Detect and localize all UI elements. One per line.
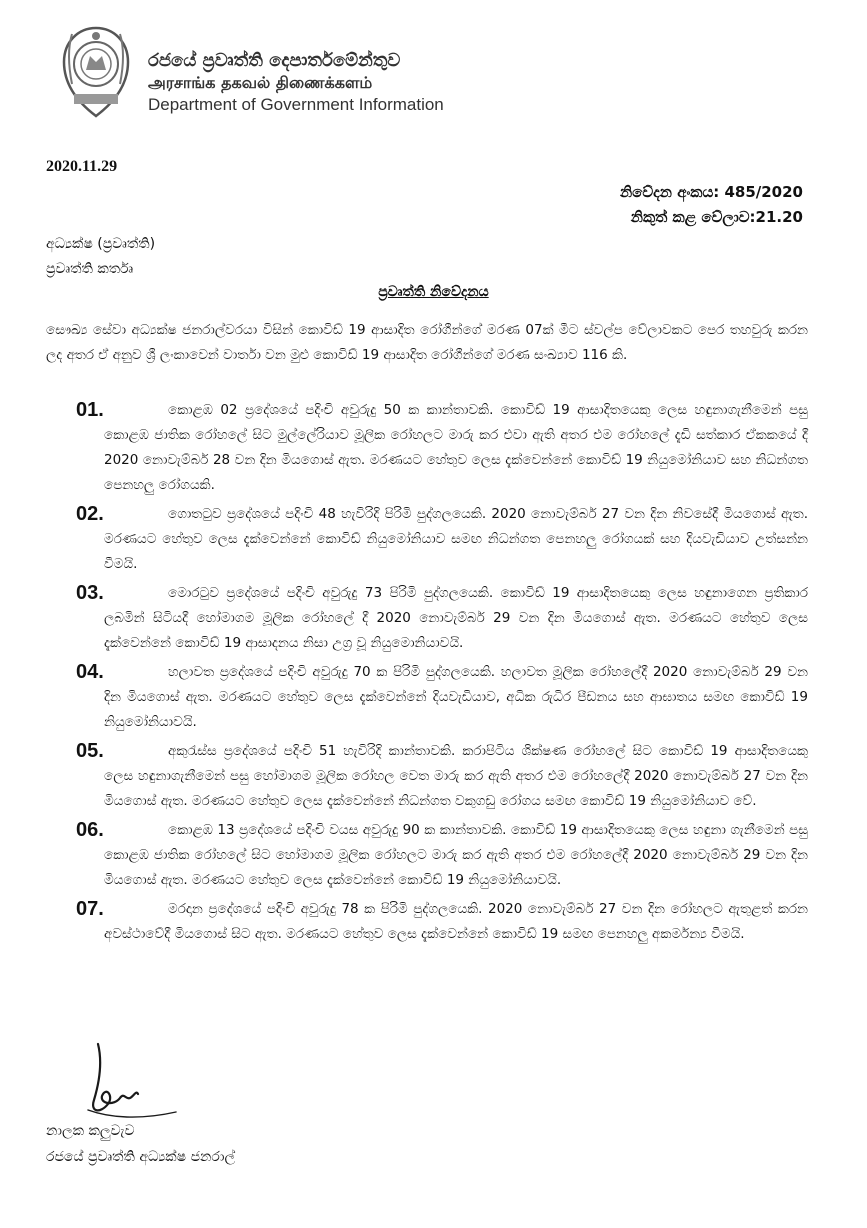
list-item — [46, 581, 808, 656]
release-title: ප්‍රවෘත්ති නිවේදනය — [378, 284, 489, 300]
department-letterhead — [148, 50, 444, 116]
list-item — [46, 660, 808, 735]
item-text: ගොතටුව ප්‍රදේශයේ පදිංචි 48 හැවිරිදි පිරිමි පුද්ගලයෙකි. 2020 නොවැම්බර් 27 වන දින නිවසේදී මියගොස් ඇත. මරණයට හේතුව ලෙස දැක්වෙන්නේ කොවිඩ් නියුමෝනියාව සමඟ නිධන්ගත පෙනහලු රෝගයක් සහ දියවැඩියාව උත්සන්න වීමයි. — [104, 506, 808, 572]
release-meta — [620, 180, 803, 230]
signer-block — [46, 1118, 235, 1170]
release-number: නිවේදන අංකය: 485/2020 — [619, 183, 803, 201]
item-number: 02. — [76, 503, 104, 525]
intro-paragraph: සෞඛ්‍ය සේවා අධ්‍යක්ෂ ජනරාල්වරයා විසින් කොවිඩ් 19 ආසාදිත රෝගීන්ගේ මරණ 07ක් මීට ස්වල්ප වේලාවකට පෙර තහවුරු කරන ලද අතර ඒ අනුව ශ්‍රී ලංකාවෙන් වාර්තා වන මුළු කොවිඩ් 19 ආසාදිත රෝගීන්ගේ මරණ සංඛ්‍යාව 116 කි. — [46, 322, 808, 363]
list-item — [46, 897, 808, 947]
item-text: කොළඹ 13 ප්‍රදේශයේ පදිංචි වයස අවුරුදු 90 ක කාන්තාවකි. කොවිඩ් 19 ආසාදිතයෙකු ලෙස හඳුනා ගැනීමෙන් පසු කොළඹ ජාතික රෝහලේ සිට හෝමාගම මූලික රෝහලට මාරු කර ඇති අතර එම රෝහලේදී 2020 නොවැම්බර් 29 වන දින මියගොස් ඇත. මරණයට හේතුව ලෙස දැක්වෙන්නේ කොවිඩ් 19 නියුමෝනියාවයි. — [104, 822, 808, 888]
item-number: 04. — [76, 661, 104, 683]
list-item — [46, 502, 808, 577]
government-emblem-icon — [56, 24, 136, 120]
dept-name-sinhala: රජයේ ප්‍රවෘත්ති දෙපාර්තමේන්තුව — [148, 50, 401, 71]
list-item — [46, 398, 808, 498]
signer-name: නාලක කලුවැව — [46, 1123, 135, 1139]
addressee-line-2: ප්‍රවෘත්ති කර්තෘ — [46, 261, 134, 277]
addressee-block — [46, 232, 155, 282]
item-number: 05. — [76, 740, 104, 762]
item-number: 07. — [76, 898, 104, 920]
list-item — [46, 818, 808, 893]
item-text: කොළඹ 02 ප්‍රදේශයේ පදිංචි අවුරුදු 50 ක කාන්තාවකි. කොවිඩ් 19 ආසාදිතයෙකු ලෙස හඳුනාගැනීමෙන් පසු කොළඹ ජාතික රෝහලේ සිට මුල්ලේරියාව මූලික රෝහලට මාරු කර එවා ඇති අතර එම රෝහලේ දැඩි සත්කාර ඒකකයේ දී 2020 නොවැම්බර් 28 වන දින මියගොස් ඇත. මරණයට හේතුව ලෙස දැක්වෙන්නේ කොවිඩ් 19 නියුමෝනියාව සහ නිධන්ගත පෙනහලු රෝගයකි. — [104, 402, 808, 493]
dept-name-tamil: அரசாங்க தகவல் திணைக்களம் — [148, 73, 373, 92]
item-text: හලාවත ප්‍රදේශයේ පදිංචි අවුරුදු 70 ක පිරිමි පුද්ගලයෙකි. හලාවත මූලික රෝහලේදී 2020 නොවැම්බර් 29 වන දින මියගොස් ඇත. මරණයට හේතුව ලෙස දැක්වෙන්නේ දියවැඩියාව, අධික රුධිර පීඩනය සහ ආඝාතය සමඟ කොවිඩ් 19 නියුමෝනියාවයි. — [104, 664, 808, 730]
list-item — [46, 739, 808, 814]
death-list — [46, 398, 808, 951]
dept-name-english: Department of Government Information — [148, 95, 444, 114]
item-text: අකුරැස්ස ප්‍රදේශයේ පදිංචි 51 හැවිරිදි කාන්තාවකි. කරාපිටිය ශික්ෂණ රෝහලේ සිට කොවිඩ් 19 ආසාදිතයෙකු ලෙස හඳුනාගැනීමෙන් පසු හෝමාගම මූලික රෝහල වෙත මාරු කර ඇති අතර එම රෝහලේදී 2020 නොවැම්බර් 27 වන දින මියගොස් ඇත. මරණයට හේතුව ලෙස දැක්වෙන්නේ නිධන්ගත වකුගඩු රෝගය සමඟ කොවිඩ් 19 නියුමෝනියාව වේ. — [104, 743, 808, 809]
item-text: මරදාන ප්‍රදේශයේ පදිංචි අවුරුදු 78 ක පිරිමි පුද්ගලයෙකි. 2020 නොවැම්බර් 27 වන දින රෝහලට ඇතුළත් කරන අවස්ථාවේදී මියගොස් සිට ඇත. මරණයට හේතුව ලෙස දැක්වෙන්නේ කොවිඩ් 19 සමඟ පෙනහලු අකර්මන්‍ය වීමයි. — [104, 901, 808, 942]
signer-title: රජයේ ප්‍රවෘත්ති අධ්‍යක්ෂ ජනරාල් — [46, 1149, 236, 1165]
addressee-line-1: අධ්‍යක්ෂ (ප්‍රවෘත්ති) — [46, 236, 156, 252]
release-time: නිකුත් කළ වේලාව:21.20 — [630, 208, 803, 226]
item-number: 03. — [76, 582, 104, 604]
handwritten-signature — [80, 1040, 190, 1130]
item-number: 06. — [76, 819, 104, 841]
item-number: 01. — [76, 399, 104, 421]
release-date: 2020.11.29 — [46, 158, 118, 175]
item-text: මොරටුව ප්‍රදේශයේ පදිංචි අවුරුදු 73 පිරිමි පුද්ගලයෙකි. කොවිඩ් 19 ආසාදිතයෙකු ලෙස හඳුනාගෙන ප්‍රතිකාර ලබමින් සිටියදී හෝමාගම මූලික රෝහලේ දී 2020 නොවැම්බර් 29 වන දින මියගොස් ඇත. මරණයට හේතුව ලෙස දැක්වෙන්නේ කොවිඩ් 19 ආසාදනය නිසා උග්‍ර වූ නියුමොනියාවයි. — [104, 585, 808, 651]
